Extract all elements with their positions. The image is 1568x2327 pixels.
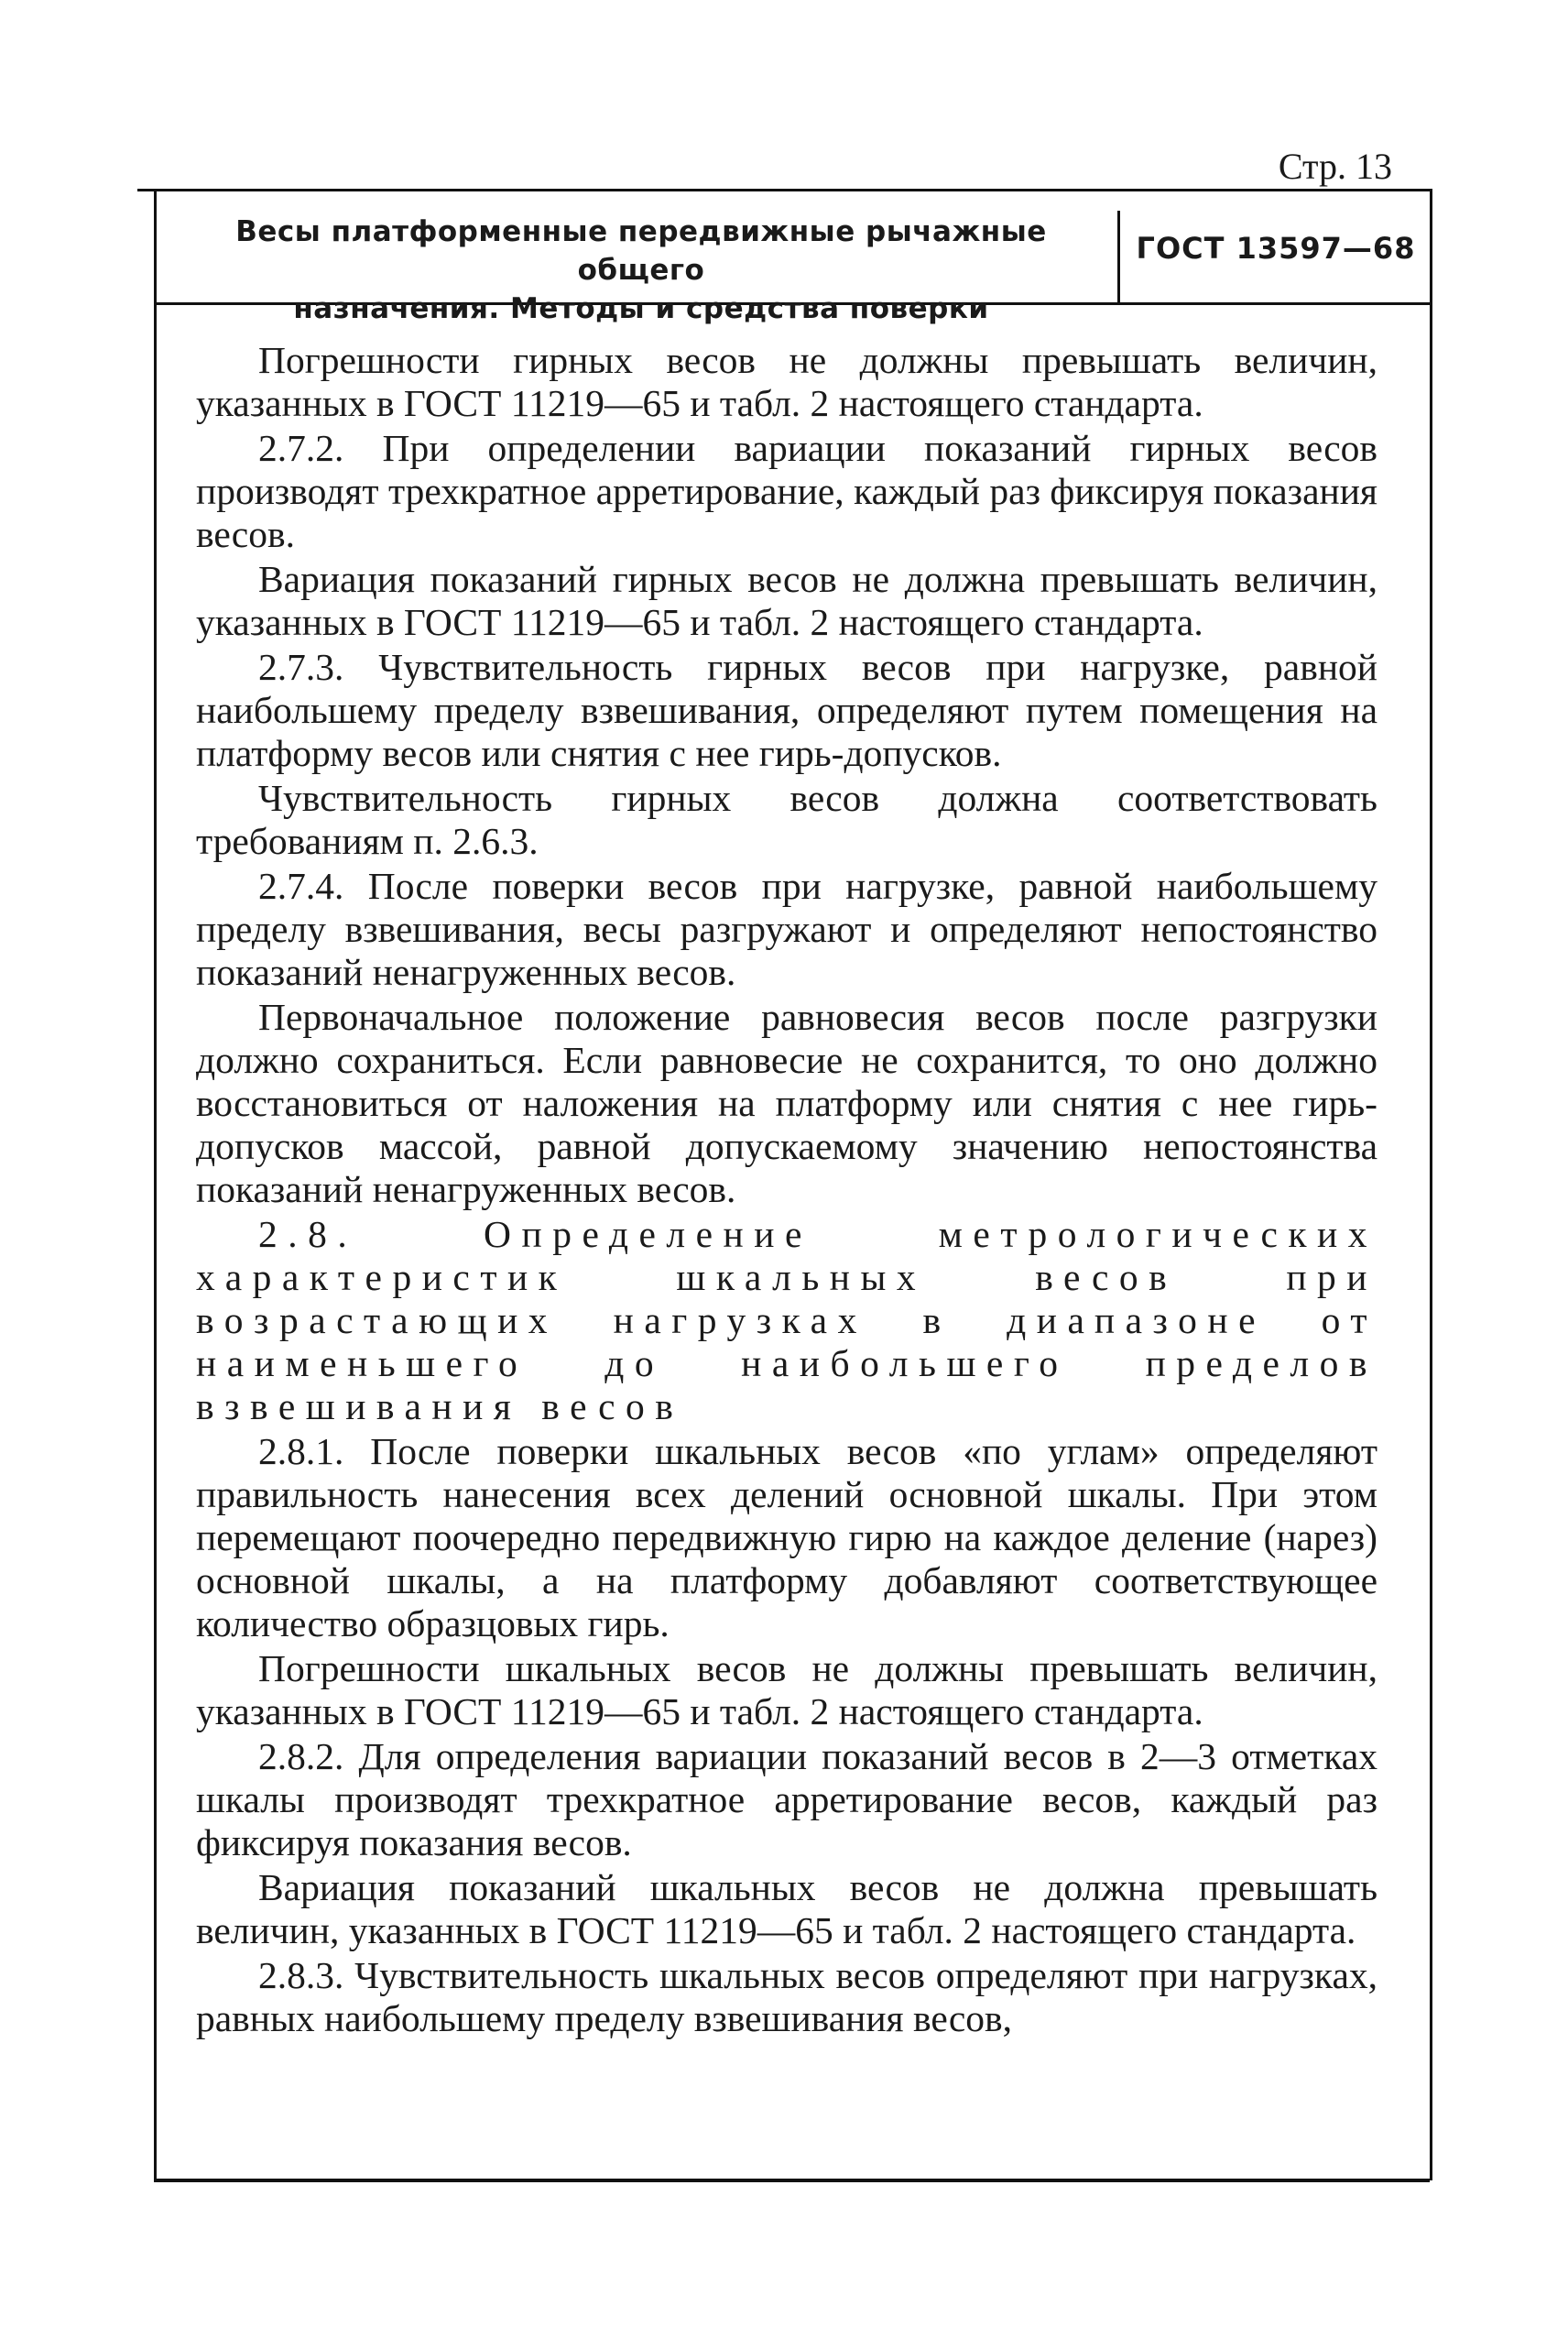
- header-gost-number: ГОСТ 13597—68: [1136, 231, 1416, 266]
- paragraph: Погрешности шкальных весов не должны превышать величин, указанных в ГОСТ 11219—65 и табл. 2 настоящего стандарта.: [196, 1647, 1377, 1732]
- bottom-rule: [154, 2179, 1430, 2182]
- header-title: [174, 213, 1108, 328]
- header-title-line2: назначения. Методы и средства поверки: [293, 292, 989, 325]
- paragraph: Погрешности гирных весов не должны превышать величин, указанных в ГОСТ 11219—65 и табл. 2 настоящего стандарта.: [196, 339, 1377, 424]
- section-heading: 2.8. Определение метрологических характеристик шкальных весов при возрастающих нагрузках в диапазоне от наименьшего до наибольшего пределов взвешивания весов: [196, 1213, 1377, 1427]
- header-separator: [1117, 211, 1120, 302]
- paragraph: 2.8.1. После поверки шкальных весов «по углам» определяют правильность нанесения всех делений основной шкалы. При этом перемещают поочередно передвижную гирю на каждое деление (нарез) основной шкалы, а на платформу добавляют соответствующее количество образцовых гирь.: [196, 1430, 1377, 1644]
- header-title-line1: Весы платформенные передвижные рычажные общего: [235, 215, 1047, 287]
- paragraph: 2.7.3. Чувствительность гирных весов при нагрузке, равной наибольшему пределу взвешивания, определяют путем помещения на платформу весов или снятия с нее гирь-допусков.: [196, 646, 1377, 774]
- page-number: Стр. 13: [1278, 146, 1392, 187]
- paragraph: 2.7.2. При определении вариации показаний гирных весов производят трехкратное арретирование, каждый раз фиксируя показания весов.: [196, 427, 1377, 555]
- paragraph: Вариация показаний гирных весов не должна превышать величин, указанных в ГОСТ 11219—65 и табл. 2 настоящего стандарта.: [196, 558, 1377, 643]
- paragraph: Вариация показаний шкальных весов не должна превышать величин, указанных в ГОСТ 11219—65 и табл. 2 настоящего стандарта.: [196, 1866, 1377, 1951]
- paragraph: 2.8.3. Чувствительность шкальных весов определяют при нагрузках, равных наибольшему пределу взвешивания весов,: [196, 1954, 1377, 2039]
- paragraph: Первоначальное положение равновесия весов после разгрузки должно сохраниться. Если равновесие не сохранится, то оно должно восстановиться от наложения на платформу или снятия с нее гирь-допусков массой, равной допускаемому значению непостоянства показаний ненагруженных весов.: [196, 996, 1377, 1210]
- top-rule: [137, 189, 1431, 191]
- document-body: [196, 339, 1377, 2042]
- paragraph: 2.7.4. После поверки весов при нагрузке, равной наибольшему пределу взвешивания, весы разгружают и определяют непостоянство показаний ненагруженных весов.: [196, 865, 1377, 993]
- paragraph: Чувствительность гирных весов должна соответствовать требованиям п. 2.6.3.: [196, 777, 1377, 862]
- paragraph: 2.8.2. Для определения вариации показаний весов в 2—3 отметках шкалы производят трехкратное арретирование весов, каждый раз фиксируя показания весов.: [196, 1735, 1377, 1863]
